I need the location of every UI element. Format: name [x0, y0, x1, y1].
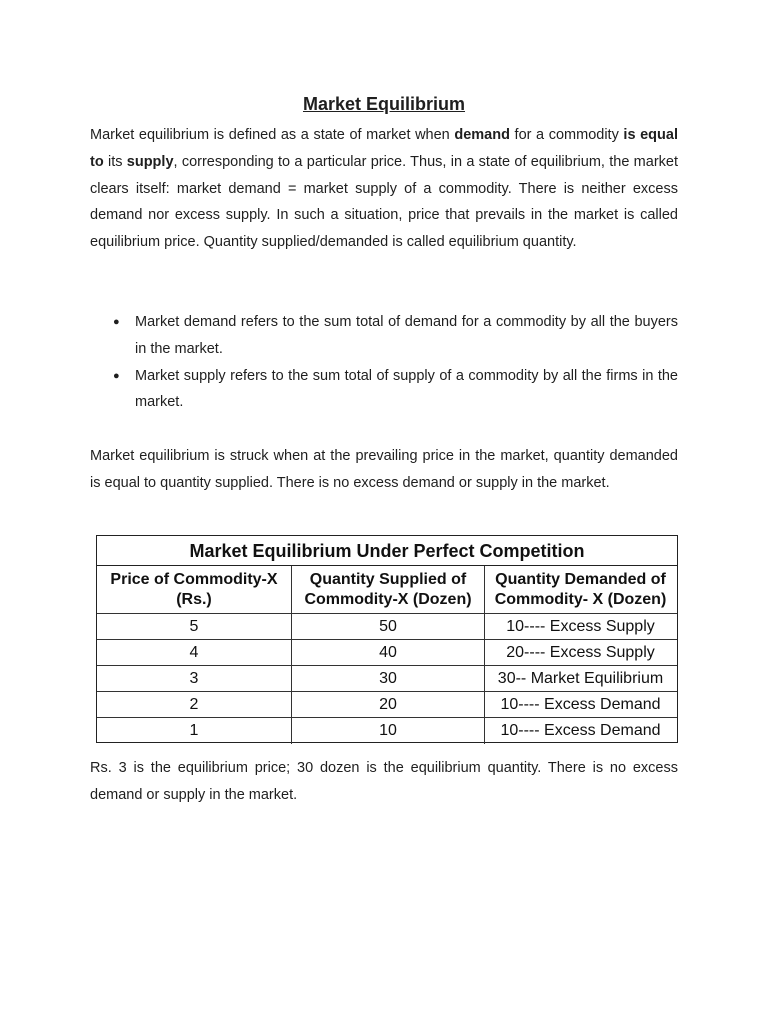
table-title: Market Equilibrium Under Perfect Competition: [97, 536, 677, 566]
cell-demanded: 10---- Excess Demand: [500, 722, 661, 739]
page-title: Market Equilibrium: [302, 94, 466, 114]
equilibrium-paragraph: Market equilibrium is struck when at the prevailing price in the market, quantity demanded is equal to quantity supplied. There is no excess demand or supply in the market.: [90, 448, 678, 491]
intro-bold-demand: demand: [454, 127, 510, 143]
cell-demanded: 10---- Excess Demand: [500, 695, 661, 713]
header-quantity-demanded: Quantity Demanded of Commodity- X (Dozen): [494, 570, 667, 608]
cell-supplied: 20: [292, 692, 485, 717]
cell-price: 2: [97, 692, 292, 717]
bullet-list: [90, 309, 678, 416]
header-price: Price of Commodity-X (Rs.): [97, 566, 292, 613]
bullet-text: Market demand refers to the sum total of demand for a commodity by all the buyers in the market.: [135, 314, 678, 357]
bullet-item-market-demand: [90, 309, 678, 363]
cell-price: 1: [97, 718, 292, 744]
intro-text-2: for a commodity: [509, 127, 624, 143]
cell-demanded: 30-- Market Equilibrium: [497, 669, 664, 687]
table-row: [97, 640, 677, 666]
intro-bold-supply: supply: [126, 153, 174, 170]
cell-price: 5: [97, 614, 292, 639]
cell-supplied: 50: [292, 614, 485, 639]
conclusion-paragraph: Rs. 3 is the equilibrium price; 30 dozen is the equilibrium quantity. There is no excess demand or supply in the market.: [90, 760, 678, 803]
intro-paragraph: [90, 122, 678, 256]
intro-bold-is-equal-to: is equal to: [90, 127, 678, 170]
intro-text-4: , corresponding to a particular price. Thus, in a state of equilibrium, the market clears itself: market demand = market supply of a commodity. There is neither excess demand nor excess supply. In such a situation, price that prevails in the market is called equilibrium price. Quantity supplied/demanded is called equilibrium quantity.: [90, 153, 678, 251]
bullet-item-market-supply: [90, 363, 678, 417]
table-row: [97, 692, 677, 718]
cell-supplied: 40: [292, 640, 485, 665]
equilibrium-table: [96, 535, 678, 743]
cell-demanded: 10---- Excess Supply: [506, 617, 655, 635]
cell-demanded: 20---- Excess Supply: [506, 643, 655, 661]
bullet-icon: ●: [113, 316, 120, 328]
table-header-row: [97, 566, 677, 614]
header-quantity-supplied: Quantity Supplied of Commodity-X (Dozen): [292, 566, 485, 613]
table-row: [97, 666, 677, 692]
table-row: [97, 718, 677, 744]
cell-supplied: 30: [292, 666, 485, 691]
intro-text-1: Market equilibrium is defined as a state of market when: [90, 127, 455, 143]
cell-price: 4: [97, 640, 292, 665]
intro-text-3: its: [103, 153, 127, 170]
bullet-text: Market supply refers to the sum total of supply of a commodity by all the firms in the market.: [135, 367, 678, 411]
cell-price: 3: [97, 666, 292, 691]
bullet-icon: ●: [113, 369, 120, 382]
table-row: [97, 614, 677, 640]
cell-supplied: 10: [292, 718, 485, 744]
